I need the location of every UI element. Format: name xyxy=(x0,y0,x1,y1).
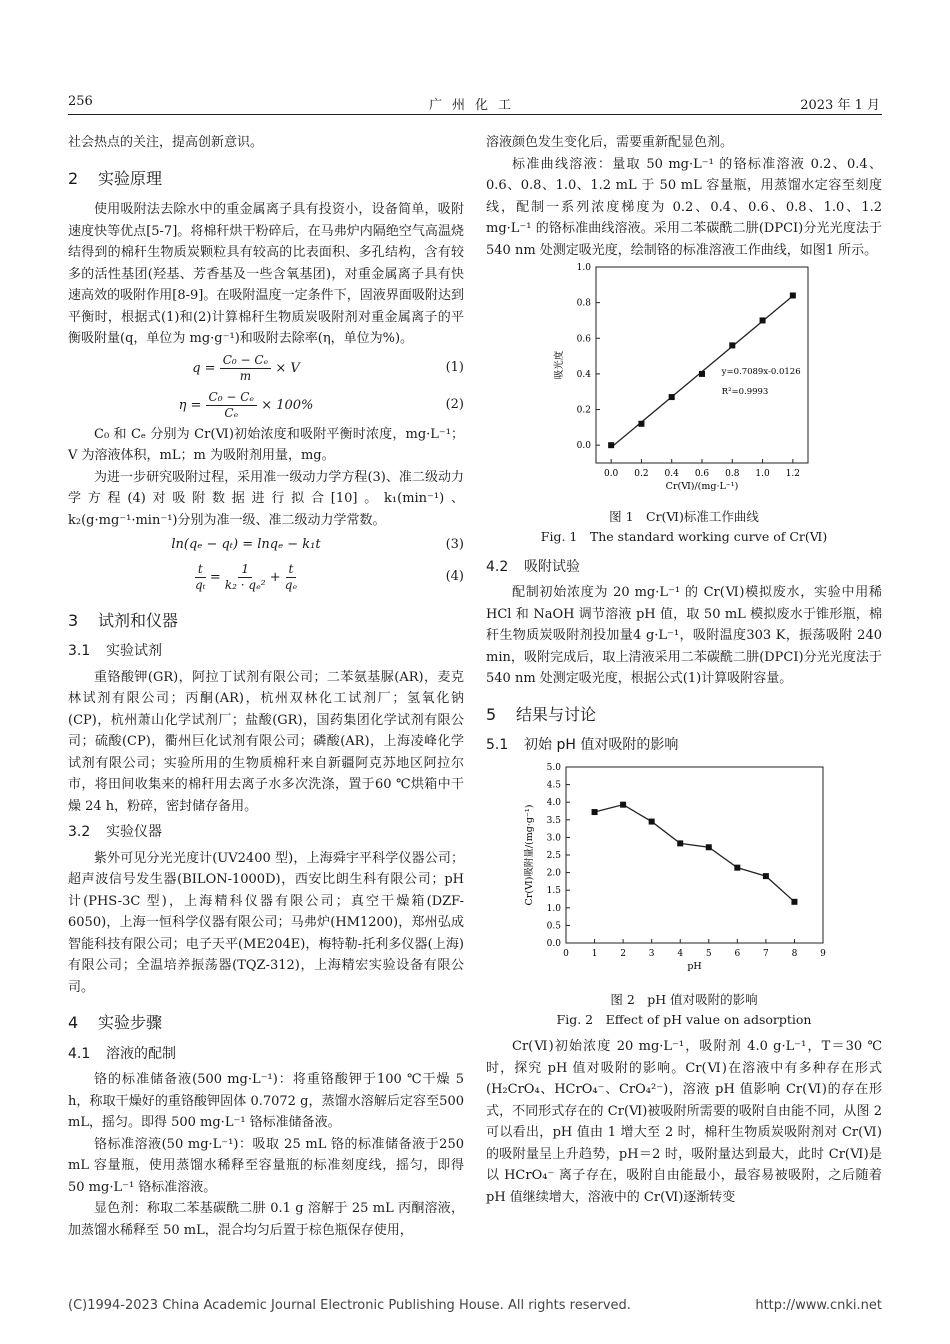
subsection-number: 3.1 xyxy=(68,643,91,659)
eq-denominator: m xyxy=(239,368,252,383)
data-point xyxy=(592,809,598,815)
subsection-4-1-heading xyxy=(68,1044,464,1066)
eq-numerator: t xyxy=(286,562,297,578)
eq-denominator: qₜ xyxy=(194,577,206,592)
fit-annotation: R²=0.9993 xyxy=(721,386,769,397)
paragraph: Cr(Ⅵ)初始浓度 20 mg·L⁻¹，吸附剂 4.0 g·L⁻¹，T＝30 ℃时，探究 pH 值对吸附的影响。Cr(Ⅵ)在溶液中有多种存在形式(H₂CrO₄、HCrO₄⁻、CrO₄²⁻)，溶液 pH 值影响 Cr(Ⅵ)的存在形式，不同形式存在的 Cr(Ⅵ)被吸附所需要的吸附自由能不同，从图 2 可以看出，pH 值由 1 增大至 2 时，棉秆生物质炭吸附剂对 Cr(Ⅵ)的吸附量呈上升趋势，pH＝2 时，吸附量达到最大，此时 Cr(Ⅵ)是以 HCrO₄⁻ 离子存在，吸附自由能最小，最容易被吸附，之后随着 pH 值继续增大，溶液中的 Cr(Ⅵ)逐渐转变 xyxy=(486,1039,882,1205)
subsection-3-1-heading xyxy=(68,641,464,663)
y-tick-label: 1.0 xyxy=(576,263,591,273)
x-tick-label: 0.6 xyxy=(694,469,710,479)
footer-url[interactable]: http://www.cnki.net xyxy=(755,1298,882,1313)
equation-3 xyxy=(68,531,464,559)
eq-denominator: k₂ · qₑ² xyxy=(224,577,266,592)
data-point xyxy=(669,394,675,400)
y-tick-label: 0.4 xyxy=(576,369,591,380)
eq-denominator: qₑ xyxy=(284,577,298,592)
data-point xyxy=(638,421,644,427)
copyright-notice: (C)1994-2023 China Academic Journal Electronic Publishing House. All rights reserved. xyxy=(68,1298,631,1313)
subsection-title: 实验试剂 xyxy=(106,643,162,659)
data-point xyxy=(699,371,705,377)
journal-name: 广州化工 xyxy=(428,98,521,113)
x-tick-label: 0.2 xyxy=(634,469,649,479)
eq-rhs: × 100% xyxy=(261,397,314,413)
data-point xyxy=(677,840,683,846)
subsection-title: 溶液的配制 xyxy=(106,1045,176,1062)
paragraph: 铬标准溶液(50 mg·L⁻¹)：吸取 25 mL 铬的标准储备液于250 mL 容量瓶，使用蒸馏水稀释至容量瓶的标准刻度线，摇匀，即得 50 mg·L⁻¹ 铬标准溶液。 xyxy=(68,1136,464,1195)
equation-4 xyxy=(68,559,464,596)
left-column xyxy=(68,132,464,1241)
paragraph: 显色剂：称取二苯基碳酰二肼 0.1 g 溶解于 25 mL 丙酮溶液，加蒸馏水稀释至 50 mL，混合均匀后置于棕色瓶保存使用， xyxy=(68,1201,464,1238)
data-point xyxy=(729,342,735,348)
data-point xyxy=(734,864,740,870)
subsection-title: 实验仪器 xyxy=(106,824,162,840)
paragraph: 标准曲线溶液：量取 50 mg·L⁻¹ 的铬标准溶液 0.2、0.4、0.6、0.8、1.0、1.2 mL 于 50 mL 容量瓶，用蒸馏水定容至刻度线，配制一系列浓度梯度为 0.2、0.4、0.6、0.8、1.0、1.2 mg·L⁻¹ 的铬标准曲线溶液。采用二苯碳酰二肼(DPCI)分光光度法于 540 nm 处测定吸光度，绘制铬的标准溶液工作曲线，如图1 所示。 xyxy=(486,156,882,258)
x-tick-label: 0.8 xyxy=(725,469,740,479)
y-tick-label: 0.2 xyxy=(576,405,591,416)
right-column xyxy=(486,132,882,1208)
eq-fraction xyxy=(195,562,206,593)
section-title: 实验步骤 xyxy=(98,1013,163,1032)
eq-numerator: 1 xyxy=(238,562,252,578)
header-rule xyxy=(68,114,882,115)
y-tick-label: 2.5 xyxy=(546,850,561,861)
paragraph: 重铬酸钾(GR)，阿拉丁试剂有限公司；二苯氨基脲(AR)，麦克林试剂有限公司；丙酮(AR)，杭州双林化工试剂厂；氢氧化钠(CP)，杭州萧山化学试剂厂；盐酸(GR)，国药集团化学试剂有限公司；硫酸(CP)，衢州巨化试剂有限公司；磷酸(AR)，上海凌峰化学试剂有限公司；实验所用的生物质棉秆来自新疆阿克苏地区阿拉尔市，将田间收集来的棉秆用去离子水多次洗涤，置于60 ℃烘箱中干燥 24 h，粉碎，密封储存备用。 xyxy=(68,669,464,814)
x-tick-label: 4 xyxy=(677,948,684,959)
y-tick-label: 3.5 xyxy=(546,815,561,826)
equation-number: (4) xyxy=(445,569,464,585)
paragraph: 使用吸附法去除水中的重金属离子具有投资小，设备简单，吸附速度快等优点[5-7]。将棉秆烘干粉碎后，在马弗炉内隔绝空气高温烧结得到的棉秆生物质炭颗粒具有较高的比表面积、多孔结构，含有较多的活性基团(羟基、芳香基及一些含氧基团)，对重金属离子具有快速高效的吸附作用[8-9]。在吸附温度一定条件下，固液界面吸附达到平衡时，根据式(1)和(2)计算棉秆生物质炭吸附剂对重金属离子的平衡吸附量(q，单位为 mg·g⁻¹)和吸附去除率(η，单位为%)。 xyxy=(68,202,464,346)
equation-number: (3) xyxy=(445,537,464,552)
eq-fraction xyxy=(285,562,297,593)
issue-date: 2023 年 1 月 xyxy=(800,98,880,113)
plot-frame xyxy=(566,767,823,943)
eq-fraction xyxy=(220,353,272,384)
equation-number: (1) xyxy=(445,360,464,376)
paragraph: 溶液颜色发生变化后，需要重新配显色剂。 xyxy=(486,135,734,150)
subsection-number: 4.2 xyxy=(486,558,509,575)
y-tick-label: 0.6 xyxy=(576,334,591,345)
y-axis-label: Cr(Ⅵ)吸附量/(mg·g⁻¹) xyxy=(524,804,535,905)
eq-fraction xyxy=(206,390,258,421)
x-tick-label: 8 xyxy=(791,948,798,959)
y-tick-label: 5.0 xyxy=(546,762,561,773)
x-tick-label: 7 xyxy=(763,948,769,959)
x-tick-label: 0 xyxy=(563,948,569,959)
x-tick-label: 1 xyxy=(591,948,598,959)
eq-lhs: η = xyxy=(178,397,202,413)
equation-number: (2) xyxy=(445,397,464,413)
eq-numerator: C₀ − Cₑ xyxy=(220,353,272,369)
y-tick-label: 1.0 xyxy=(546,903,561,914)
section-number: 3 xyxy=(68,610,79,630)
data-point xyxy=(608,442,614,448)
paragraph: 配制初始浓度为 20 mg·L⁻¹ 的 Cr(Ⅵ)模拟废水，实验中用稀 HCl 和 NaOH 调节溶液 pH 值，取 50 mL 模拟废水于锥形瓶，棉秆生物质炭吸附剂投加量4 g·L⁻¹，吸附温度303 K，振荡吸附 240 min，吸附完成后，取上清液采用二苯碳酰二肼(DPCI)分光光度法于 540 nm 处测定吸光度，根据公式(1)计算吸附容量。 xyxy=(486,585,882,686)
eq-operator: = xyxy=(209,569,221,585)
section-2-heading xyxy=(68,168,464,190)
x-tick-label: 9 xyxy=(820,948,826,959)
eq-rhs: × V xyxy=(275,360,300,376)
subsection-title: 吸附试验 xyxy=(524,558,580,575)
x-axis-label: pH xyxy=(687,960,702,972)
section-title: 实验原理 xyxy=(98,168,163,188)
eq-numerator: C₀ − Cₑ xyxy=(206,390,258,406)
data-point xyxy=(790,293,796,299)
equation-2 xyxy=(68,387,464,424)
subsection-number: 4.1 xyxy=(68,1045,91,1062)
figure-1-caption-en: Fig. 1 The standard working curve of Cr(Ⅵ) xyxy=(540,528,828,544)
subsection-number: 3.2 xyxy=(68,824,91,840)
paragraph: C₀ 和 Cₑ 分别为 Cr(Ⅵ)初始浓度和吸附平衡时浓度，mg·L⁻¹；V 为溶液体积，mL；m 为吸附剂用量，mg。 xyxy=(68,426,464,463)
eq-lhs: q = xyxy=(192,360,216,376)
paragraph: 为进一步研究吸附过程，采用准一级动力学方程(3)、准二级动力学方程(4)对吸附数据进行拟合[10]。k₁(min⁻¹)、k₂(g·mg⁻¹·min⁻¹)分别为准一级、准二级动力学常数。 xyxy=(68,469,464,528)
y-tick-label: 0.5 xyxy=(546,920,561,931)
data-point xyxy=(760,317,766,323)
footer xyxy=(68,1298,882,1313)
subsection-title: 初始 pH 值对吸附的影响 xyxy=(524,737,679,753)
y-tick-label: 0.0 xyxy=(576,441,591,452)
y-tick-label: 2.0 xyxy=(546,868,561,879)
y-tick-label: 4.5 xyxy=(546,780,561,791)
section-number: 2 xyxy=(68,168,79,188)
figure-1-caption-cn: 图 1 Cr(Ⅵ)标准工作曲线 xyxy=(609,508,759,524)
subsection-3-2-heading xyxy=(68,822,464,844)
eq-fraction xyxy=(225,562,266,593)
section-3-heading xyxy=(68,610,464,632)
eq-denominator: Cₑ xyxy=(224,405,239,420)
figure-2-ph-effect-chart xyxy=(486,761,882,983)
y-axis-label: 吸光度 xyxy=(554,350,565,380)
section-title: 试剂和仪器 xyxy=(98,610,179,630)
figure-2-caption-en: Fig. 2 Effect of pH value on adsorption xyxy=(556,1012,812,1027)
paragraph: 铬的标准储备液(500 mg·L⁻¹)：将重铬酸钾于100 ℃干燥 5 h，称取干燥好的重铬酸钾固体 0.7072 g，蒸馏水溶解后定容至500 mL，摇匀。即得 500 mg·L⁻¹ 铬标准储备液。 xyxy=(68,1072,464,1130)
section-5-heading xyxy=(486,704,882,726)
subsection-5-1-heading xyxy=(486,735,882,757)
x-tick-label: 1.2 xyxy=(785,469,801,479)
x-tick-label: 6 xyxy=(734,948,741,959)
data-point xyxy=(763,873,769,879)
figure-1-standard-curve-chart xyxy=(486,261,882,499)
figure-2-caption-cn: 图 2 pH 值对吸附的影响 xyxy=(610,992,758,1007)
y-tick-label: 4.0 xyxy=(546,797,561,808)
section-title: 结果与讨论 xyxy=(516,704,597,724)
series-line xyxy=(595,804,795,901)
x-axis-label: Cr(Ⅵ)/(mg·L⁻¹) xyxy=(665,481,739,492)
data-point xyxy=(620,801,626,807)
section-number: 5 xyxy=(486,704,497,724)
eq-numerator: t xyxy=(195,562,206,578)
fit-annotation: y=0.7089x-0.0126 xyxy=(721,366,801,377)
subsection-4-2-heading xyxy=(486,557,882,579)
y-tick-label: 1.5 xyxy=(546,885,561,896)
page-number: 256 xyxy=(68,94,93,109)
subsection-number: 5.1 xyxy=(486,737,509,753)
x-tick-label: 0.0 xyxy=(603,469,619,479)
eq-body: ln(qₑ − qₜ) = lnqₑ − k₁t xyxy=(171,537,321,552)
section-number: 4 xyxy=(68,1013,79,1032)
eq-operator: + xyxy=(269,569,281,585)
x-tick-label: 2 xyxy=(620,948,626,959)
data-point xyxy=(649,818,655,824)
y-tick-label: 0.8 xyxy=(576,298,591,309)
x-tick-label: 3 xyxy=(648,948,655,959)
y-tick-label: 0.0 xyxy=(546,938,561,949)
equation-1 xyxy=(68,350,464,387)
x-tick-label: 0.4 xyxy=(664,469,679,479)
data-point xyxy=(706,844,712,850)
x-tick-label: 1.0 xyxy=(755,469,770,479)
intro-tail: 社会热点的关注，提高创新意识。 xyxy=(68,135,264,150)
section-4-heading xyxy=(68,1012,464,1034)
x-tick-label: 5 xyxy=(705,948,712,959)
y-tick-label: 3.0 xyxy=(546,832,561,843)
paragraph: 紫外可见分光光度计(UV2400 型)，上海舜宇平科学仪器公司；超声波信号发生器(BILON-1000D)，西安比朗生科有限公司；pH 计(PHS-3C 型)，上海精科仪器有限公司；真空干燥箱(DZF-6050)，上海一恒科学仪器有限公司；马弗炉(HM1200)，郑州弘成智能科技有限公司；电子天平(ME204E)，梅特勒-托利多仪器(上海)有限公司；全温培养振荡器(TQZ-312)，上海精宏实验设备有限公司。 xyxy=(68,850,464,995)
data-point xyxy=(791,898,797,904)
